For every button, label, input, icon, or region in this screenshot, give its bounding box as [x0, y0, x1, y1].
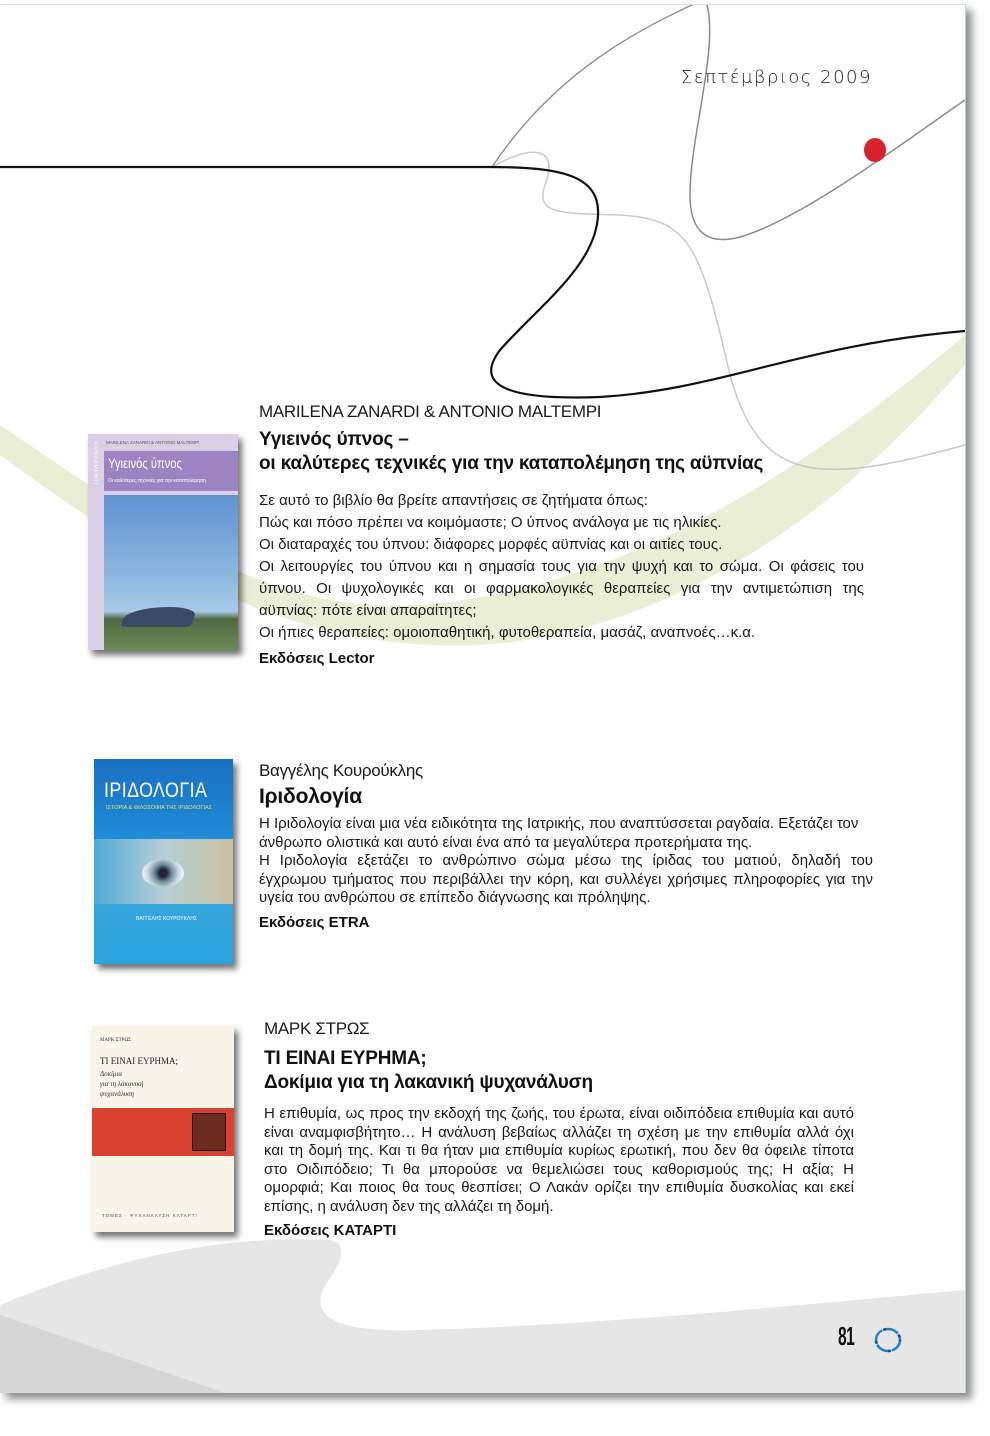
red-dot — [864, 138, 886, 162]
book-publisher: Εκδόσεις ETRA — [259, 913, 370, 931]
cover-subtitle: Οι καλύτερες τεχνικές για την καταπολέμηση — [108, 478, 206, 484]
magazine-logo-icon — [873, 1325, 903, 1355]
cover-red-band — [92, 1108, 234, 1156]
book-author: ΜΑΡΚ ΣΤΡΩΣ — [264, 1019, 370, 1038]
description-line: Οι διαταραχές του ύπνου: διάφορες μορφές αϋπνίας και οι αιτίες τους. — [259, 536, 723, 553]
book-entry-sleep — [259, 402, 864, 667]
cover-title: ΙΡΙΔΟΛΟΓΙΑ — [104, 779, 208, 802]
cover-title: ΤΙ ΕΙΝΑΙ ΕΥΡΗΜΑ; — [100, 1056, 178, 1066]
cover-subtitle — [100, 1069, 143, 1099]
cover-author: ΒΑΓΓΕΛΗΣ ΚΟΥΡΟΥΚΛΗΣ — [136, 916, 197, 922]
book-author: MARILENA ZANARDI & ANTONIO MALTEMPI — [259, 402, 602, 421]
cover-subtitle: ΙΣΤΟΡΙΑ & ΦΙΛΟΣΟΦΙΑ ΤΗΣ ΙΡΙΔΟΛΟΓΙΑΣ — [106, 805, 213, 811]
book-title-line: Δοκίμια για τη λακανική ψυχανάλυση — [264, 1072, 593, 1093]
description-line: Οι λειτουργίες του ύπνου και η σημασία τους για την ψυχή και το σώμα. Οι φάσεις του ύπνου. Οι ψυχολογικές και οι φαρμακολογικές θεραπείες για την αντιμετώπιση της αϋπνίας: πότε είναι απαραίτητες; — [259, 558, 864, 619]
gray-curve-2 — [690, 5, 965, 240]
description-line: Πώς και πόσο πρέπει να κοιμόμαστε; Ο ύπνος ανάλογα με τις ηλικίες. — [259, 514, 722, 531]
book-description — [259, 490, 864, 644]
gray-curve-1 — [492, 5, 700, 167]
book-author: Βαγγέλης Κουρούκλης — [259, 761, 423, 780]
book-title — [264, 1047, 854, 1095]
description-paragraph: Η Ιριδολογία εξετάζει το ανθρώπινο σώμα μέσω της ίριδας του ματιού, δηλαδή του έγχρωμου τμήματος που περιβάλλει την κόρη, και συλλέγει χρήσιμες πληροφορίες για την υγεία του ανθρώπου σε επίπεδο διάγνωσης και πρόληψης. — [259, 852, 873, 906]
book-title-line: ΤΙ ΕΙΝΑΙ ΕΥΡΗΜΑ; — [264, 1048, 427, 1069]
cover-subtitle-line: Δοκίμια — [100, 1070, 123, 1078]
cover-author: MARILENA ZANARDI & ANTONIO MALTEMPI — [106, 440, 200, 445]
eye-iris — [142, 859, 184, 887]
cover-title: Υγιεινός ύπνος — [108, 455, 182, 471]
cover-artwork — [192, 1113, 226, 1151]
book-cover-eurima — [92, 1026, 234, 1232]
description-line: Σε αυτό το βιβλίο θα βρείτε απαντήσεις σε ζητήματα όπως: — [259, 492, 648, 509]
cover-subtitle-line: για τη λακανική — [100, 1080, 144, 1088]
cover-boat — [120, 607, 197, 627]
book-publisher: Εκδόσεις Lector — [259, 650, 375, 667]
book-cover-sleep — [88, 434, 238, 650]
description-paragraph: Η Ιριδολογία είναι μια νέα ειδικότητα της Ιατρικής, που αναπτύσσεται ραγδαία. Εξετάζει τον άνθρωπο ολιστικά και αυτό είναι ένα από τα μεγαλύτερα προτερήματα της. — [259, 815, 859, 851]
page-number: 81 — [838, 1321, 855, 1351]
black-curve — [0, 167, 965, 397]
book-entry-iridology — [259, 761, 873, 931]
cover-footer: ΤΟΜΕΣ · ΨΥΧΑΝΑΛΥΣΗ ΚΑΤΑΡΤΙ — [102, 1213, 198, 1218]
book-description — [259, 815, 873, 908]
book-entry-eurima — [264, 1019, 854, 1239]
book-cover-iridology — [94, 759, 233, 964]
book-title: Ιριδολογία — [259, 785, 362, 808]
description-paragraph: Η επιθυμία, ως προς την εκδοχή της ζωής, του έρωτα, είναι οιδιπόδεια επιθυμία και αυτό είναι αναμφισβήτητο… Η ανάλυση βεβαίως αλλάζει τη σχέση με την επιθυμία αλλά όχι και τη δομή της. Και τι θα ήταν μια επιθυμία κυρίως ερωτική, που δεν θα όφειλε τίποτα στο Οιδιπόδειο; Τι θα μπορούσε να θεμελιώσει τους καθορισμούς της; Η αξία; Η ομορφιά; Και ποιος θα τους θεσπίσει; Ο Λακάν ορίζει την επιθυμία δυσκολίας και εκεί επίσης, η ανάλυση δεν της αλλάζει τη δομή. — [264, 1105, 854, 1215]
cover-subtitle-line: ψυχανάλυση — [100, 1090, 134, 1098]
book-title-line: οι καλύτερες τεχνικές για την καταπολέμηση της αϋπνίας — [259, 453, 764, 474]
cover-series: FONDAMENTI — [92, 442, 98, 486]
cover-photo — [104, 495, 238, 650]
description-line: Οι ήπιες θεραπείες: ομοιοπαθητική, φυτοθεραπεία, μασάζ, αναπνοές…κ.α. — [259, 624, 756, 641]
book-title — [259, 428, 864, 476]
book-description — [264, 1105, 854, 1216]
cover-author: ΜΑΡΚ ΣΤΡΩΣ — [100, 1038, 132, 1043]
book-title-line: Υγιεινός ύπνος – — [259, 429, 409, 450]
book-publisher: Εκδόσεις ΚΑΤΑΡΤΙ — [264, 1222, 397, 1239]
magazine-page — [0, 4, 966, 1393]
issue-date: Σεπτέμβριος 2009 — [681, 67, 872, 88]
cover-title-band — [104, 451, 238, 491]
cover-eye — [94, 839, 233, 904]
